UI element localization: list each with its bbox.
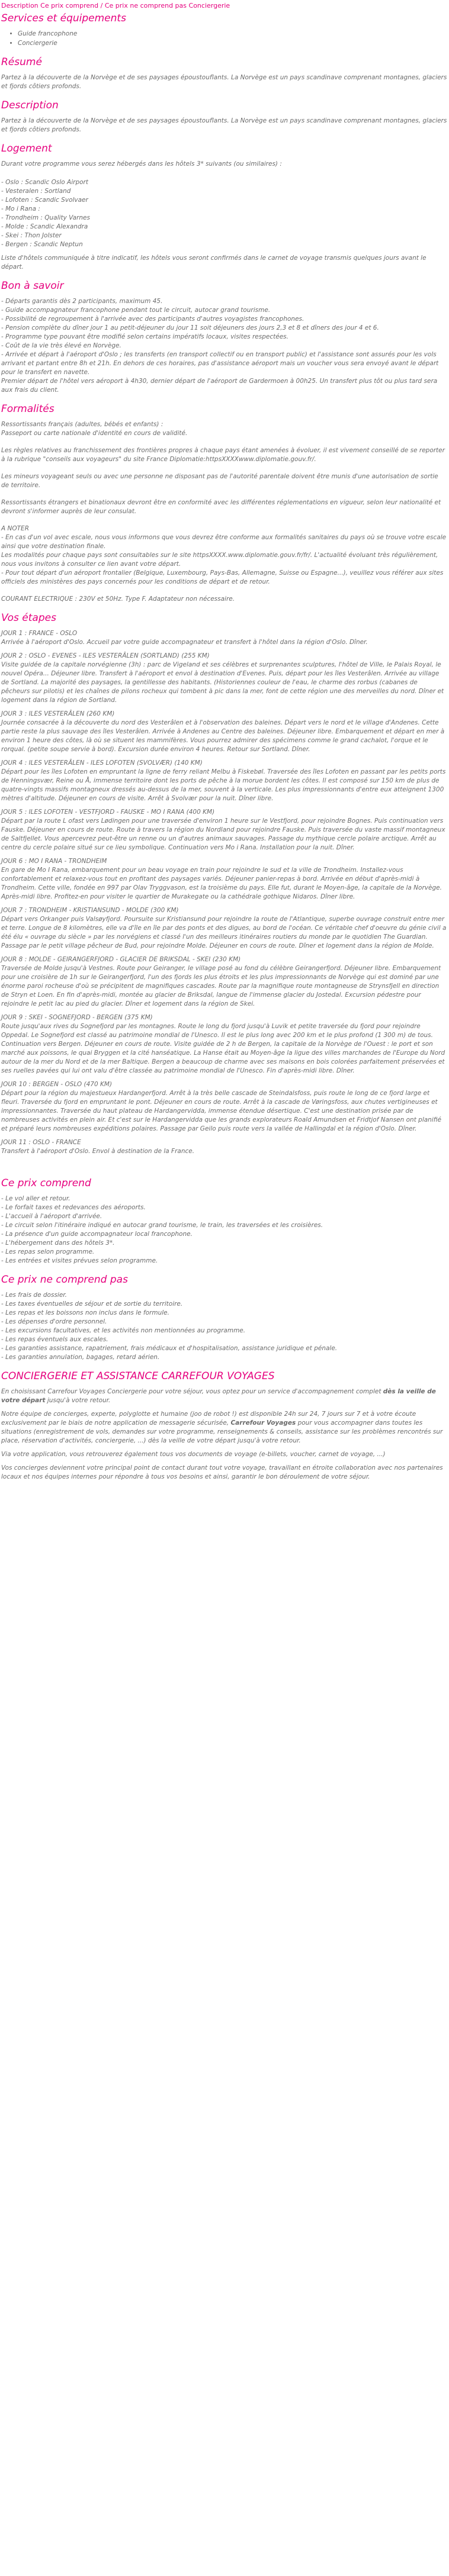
courant-electrique: COURANT ELECTRIQUE : 230V et 50Hz. Type F. Adaptateur non nécessaire. xyxy=(1,595,235,603)
ne-comprend-line: - Les excursions facultatives, et les activités non mentionnées au programme. xyxy=(1,1327,246,1334)
bon-line: Premier départ de l'hôtel vers aéroport à 4h30, dernier départ de l'aéroport de Gardermoen à 00h25. Un transfert plus tôt ou plus tard sera aux frais du client. xyxy=(1,378,440,394)
day-block xyxy=(1,1013,448,1076)
bon-line: - Guide accompagnateur francophone pendant tout le circuit, autocar grand tourisme. xyxy=(1,307,271,314)
formalites-line: Les mineurs voyageant seuls ou avec une personne ne disposant pas de l'autorité parentale doivent être munis d'une autorisation de sortie de territoire. xyxy=(1,473,441,489)
conciergerie-heading: CONCIERGERIE ET ASSISTANCE CARREFOUR VOYAGES xyxy=(1,1370,275,1382)
bon-line: - Coût de la vie très élevé en Norvège. xyxy=(1,342,121,349)
formalites-line: Ressortissants étrangers et binationaux devront être en conformité avec les différentes réglementations en vigueur, selon leur nationalité et devront s'informer auprès de leur consulat. xyxy=(1,499,443,515)
bon-line: - Pension complète du dîner jour 1 au petit-déjeuner du jour 11 soit déjeuners des jours 2,3 et 8 et dîners des jour 4 et 6. xyxy=(1,324,379,331)
day-text: Visite guidée de la capitale norvégienne (3h) : parc de Vigeland et ses célèbres et surprenantes sculptures, l'hôtel de Ville, le Palais Royal, le nouvel Opéra... Déjeuner libre. Transfert à l'aéroport et envol à destination d'Evenes. Puis, départ pour les îles Vesterâlen. Arrivée au village de Sortland. La majorité des paysages, la gentillesse des habitants. (Historiennes couleur de l'eau, le charme des rorbus (cabanes de pêcheurs sur pilotis) et les chaînes de pilons rocheux qui tombent à pic dans la mer, font de cette région une des merveilles du nord. Dîner et logement dans la région de Sortland. xyxy=(1,661,444,704)
day-text: Départ pour la région du majestueux Hardangerfjord. Arrêt à la très belle cascade de Steindalsfoss, puis route le long de ce fjord large et fleuri. Traversée du fjord en empruntant le pont. Déjeuner en cours de route. Arrêt à la cascade de Vøringsfoss, aux chutes vertigineuses et impressionnantes. Traversée du haut plateau de Hardangervidda, immense étendue désertique. C'est une destination prisée par de nombreuses activités en plein air. Et c'est sur le Hardangervidda que les grands explorateurs Roald Amundsen et Fridtjof Nansen ont planifié et préparé leurs nombreuses expéditions polaires. Passage par Geilo puis route vers la vallée de Hallingdal et la région d'Oslo. Dîner. xyxy=(1,1090,441,1132)
conciergerie-text: jusqu'à votre retour. xyxy=(45,1397,111,1404)
services-item: • Conciergerie xyxy=(18,39,448,48)
day-text: Route jusqu'aux rives du Sognefjord par les montagnes. Route le long du fjord jusqu'à Luvik et petite traversée du fjord pour rejoindre Oppedal. Le Sognefjord est classé au patrimoine mondial de l'Unesco. Il est le plus long avec 200 km et le plus profond (1 300 m) de tous. Continuation vers Bergen. Déjeuner en cours de route. Visite guidée de 2 h de Bergen, la capitale de la Norvège de l'Ouest : le port et son marché aux poissons, le quai Bryggen et la cité hanséatique. La Hanse était au Moyen-âge la ligue des villes marchandes de l'Europe du Nord autour de la mer du Nord et de la mer Baltique. Bergen a beaucoup de charme avec ses maisons en bois colorées parfaitement préservées et ses ruelles pavées qui lui ont valu d'être classée au patrimoine mondial de l'Unesco. Fin d'après-midi libre. Dîner. xyxy=(1,1023,445,1074)
day-title: JOUR 8 : MOLDE - GEIRANGERFJORD - GLACIER DE BRIKSDAL - SKEI (230 KM) xyxy=(1,956,241,963)
day-text: Arrivée à l'aéroport d'Oslo. Accueil par votre guide accompagnateur et transfert à l'hôtel dans la région d'Oslo. Dîner. xyxy=(1,639,368,646)
comprend-line: - Le vol aller et retour. xyxy=(1,1195,70,1202)
services-item: • Guide francophone xyxy=(18,30,448,38)
ne-comprend-line: - Les garanties annulation, bagages, retard aérien. xyxy=(1,1354,160,1361)
logement-intro: Durant votre programme vous serez hébergés dans les hôtels 3* suivants (ou similaires) : xyxy=(1,160,282,168)
formalites-heading: Formalités xyxy=(1,403,54,415)
day-text: Journée consacrée à la découverte du nord des Vesterâlen et à l'observation des baleines. Départ vers le nord et le village d'Andenes. Cette partie reste la plus sauvage des îles Vesterâlen. Arrivée à Andenes au Centre des baleines. Déjeuner libre. Embarquement et départ en mer à environ 1 heure des côtes, là où se situent les mammifères. Vous pourrez admirer des spécimens comme le grand cachalot, l'orque et le rorqual. (petite soupe servie à bord). Excursion durée environ 4 heures. Retour sur Sortland. Dîner. xyxy=(1,719,445,753)
day-title: JOUR 4 : ILES VESTERÂLEN - ILES LOFOTEN (SVOLVÆR) (140 KM) xyxy=(1,759,203,767)
day-block xyxy=(1,906,448,951)
formalites-line: Les modalités pour chaque pays sont consultables sur le site httpsXXXX.www.diplomatie.gouv.fr/fr/. L'actualité évoluant très régulièrement, nous vous invitons à consulter ce lien avant votre départ. xyxy=(1,552,440,568)
day-text: Transfert à l'aéroport d'Oslo. Envol à destination de la France. xyxy=(1,1148,195,1155)
resume-heading: Résumé xyxy=(1,56,42,68)
hotel-line: - Trondheim : Quality Varnes xyxy=(1,214,90,221)
day-block xyxy=(1,955,448,1009)
ne-comprend-line: - Les frais de dossier. xyxy=(1,1292,67,1299)
hotel-line: - Bergen : Scandic Neptun xyxy=(1,241,83,248)
formalites-line: Passeport ou carte nationale d'identité en cours de validité. xyxy=(1,430,188,437)
conciergerie-bold: dès la veille de votre départ xyxy=(1,1388,436,1404)
bon-line: - Départs garantis dès 2 participants, maximum 45. xyxy=(1,298,163,305)
services-heading: Services et équipements xyxy=(1,12,126,24)
bon-line: - Possibilité de regroupement à l'arrivée avec des participants d'autres voyagistes francophones. xyxy=(1,315,304,323)
conciergerie-paragraph xyxy=(1,1410,448,1445)
ne-comprend-line: - Les repas éventuels aux escales. xyxy=(1,1336,108,1343)
bon-a-savoir-heading: Bon à savoir xyxy=(1,280,64,292)
hotel-line: - Skei : Thon Jolster xyxy=(1,232,62,239)
hotel-line: - Oslo : Scandic Oslo Airport xyxy=(1,179,88,186)
day-title: JOUR 9 : SKEI - SOGNEFJORD - BERGEN (375 KM) xyxy=(1,1014,153,1021)
bon-line: - Arrivée et départ à l'aéroport d'Oslo ; les transferts (en transport collectif ou en transport public) et l'assistance sont assurés pour les vols arrivant et partant entre 8h et 21h. En dehors de ces horaires, pas d'assistance aéroport mais un voucher vous sera envoyé avant le départ pour le transfert en navette. xyxy=(1,351,441,376)
hotel-line: - Lofoten : Scandic Svolvaer xyxy=(1,197,88,204)
day-block xyxy=(1,629,448,647)
day-text: Départ vers Orkanger puis Valsøyfjord. Poursuite sur Kristiansund pour rejoindre la route de l'Atlantique, superbe ouvrage construit entre mer et terre. Longue de 8 kilomètres, elle va d'île en île par des ponts et des digues, au bord de l'océan. Ce véritable chef d'oeuvre du génie civil a été élu « ouvrage du siècle » par les norvégiens et classé l'un des meilleurs itinéraires routiers du monde par le quotidien The Guardian. Passage par le petit village pêcheur de Bud, pour rejoindre Molde. Déjeuner en cours de route. Dîner et logement dans la région de Molde. xyxy=(1,916,447,949)
logement-note: Liste d'hôtels communiquée à titre indicatif, les hôtels vous seront confirmés dans le carnet de voyage transmis quelques jours avant le départ. xyxy=(1,255,426,271)
ne-comprend-line: - Les repas et les boissons non inclus dans le formule. xyxy=(1,1309,169,1316)
day-block xyxy=(1,652,448,705)
formalites-line: Ressortissants français (adultes, bébés et enfants) : xyxy=(1,421,163,428)
comprend-line: - L'hébergement dans des hôtels 3*. xyxy=(1,1239,115,1247)
day-title: JOUR 1 : FRANCE - OSLO xyxy=(1,630,78,637)
day-block xyxy=(1,808,448,852)
day-text: En gare de Mo I Rana, embarquement pour un beau voyage en train pour rejoindre le sud et la ville de Trondheim. Installez-vous confortablement et relaxez-vous tout en profitant des paysages variés. Déjeuner panier-repas à bord. Arrivée en début d'après-midi à Trondheim. Cette ville, fondée en 997 par Olav Tryggvason, est la troisième du pays. Elle fut, durant le Moyen-âge, la capitale de la Norvège. Après-midi libre. Profitez-en pour visiter le quartier de Murakegate ou la cathédrale gothique Nidaros. Dîner libre. xyxy=(1,867,442,900)
top-line: Description Ce prix comprend / Ce prix ne comprend pas Conciergerie xyxy=(1,2,230,9)
day-text: Départ pour les îles Lofoten en empruntant la ligne de ferry reliant Melbu à Fiskebøl. Traversée des îles Lofoten en passant par les petits ports de Henningsvær, Reine ou Å, immense territoire dont les ports de pêche à la morue bordent les côtes. Il est composé sur 150 km de plus de quatre-vingts massifs montagneux dressés au-dessus de la mer, souvent à la verticale. Les plus impressionnants d'entre eux atteignent 1300 mètres d'altitude. Déjeuner en cours de visite. Arrêt à Svolvær pour la nuit. Dîner libre. xyxy=(1,768,446,802)
resume-text: Partez à la découverte de la Norvège et de ses paysages époustouflants. La Norvège est un pays scandinave comprenant montagnes, glaciers et fjords côtiers profonds. xyxy=(1,74,447,90)
comprend-line: - Le circuit selon l'itinéraire indiqué en autocar grand tourisme, le train, les traversées et les croisières. xyxy=(1,1222,323,1229)
day-title: JOUR 10 : BERGEN - OSLO (470 KM) xyxy=(1,1081,113,1088)
hotel-line: - Mo i Rana : xyxy=(1,205,40,212)
day-block xyxy=(1,1138,448,1156)
day-block xyxy=(1,759,448,803)
day-title: JOUR 6 : MO I RANA - TRONDHEIM xyxy=(1,858,107,865)
day-title: JOUR 11 : OSLO - FRANCE xyxy=(1,1139,81,1146)
day-title: JOUR 2 : OSLO - EVENES - ILES VESTERÂLEN (SORTLAND) (255 KM) xyxy=(1,652,210,659)
comprend-line: - L'accueil à l'aéroport d'arrivée. xyxy=(1,1213,102,1220)
day-text: Départ par la route L ofast vers Lødingen pour une traversée d'environ 1 heure sur le Vestfjord, pour rejoindre Bognes. Puis continuation vers Fauske. Déjeuner en cours de route. Route à travers la région du Nordland pour rejoindre Fauske. Puis traversée du vaste massif montagneux de Saltfjellet. Vous apercevrez peut-être un renne ou un d'autres animaux sauvages. Passage du mythique cercle polaire arctique. Arrêt au centre du cercle polaire situé sur ce lieu symbolique. Continuation vers Mo i Rana. Installation pour la nuit. Dîner. xyxy=(1,817,445,851)
hotel-line: - Vesteralen : Sortland xyxy=(1,188,71,195)
comprend-line: - La présence d'un guide accompagnateur local francophone. xyxy=(1,1231,193,1238)
day-block xyxy=(1,857,448,901)
etapes-heading: Vos étapes xyxy=(1,612,56,624)
formalites-line: - En cas d'un vol avec escale, nous vous informons que vous devrez être conforme aux formalités sanitaires du pays où se trouve votre escale ainsi que votre destination finale. xyxy=(1,534,448,550)
ne-comprend-heading: Ce prix ne comprend pas xyxy=(1,1274,128,1286)
conciergerie-paragraph: Vos concierges deviennent votre principal point de contact durant tout votre voyage, travaillant en étroite collaboration avec nos partenaires locaux et nos équipes internes pour répondre à tous vos besoins et ainsi, garantir le bon déroulement de votre séjour. xyxy=(1,1464,443,1480)
conciergerie-text: pour vous accompagner dans toutes les situations (enregistrement de vols, demandes sur votre programme, renseignements & conseils, assistance sur les problèmes rencontrés sur place, réservation d'activités, conciergerie, ...) dès la veille de votre départ jusqu'à votre retour. xyxy=(1,1419,443,1444)
comprend-heading: Ce prix comprend xyxy=(1,1177,91,1189)
comprend-line: - Les entrées et visites prévues selon programme. xyxy=(1,1257,158,1264)
conciergerie-paragraph xyxy=(1,1387,448,1405)
day-title: JOUR 5 : ILES LOFOTEN - VESTFJORD - FAUSKE - MO I RANA (400 KM) xyxy=(1,809,215,816)
conciergerie-text: En choisissant Carrefour Voyages Conciergerie pour votre séjour, vous optez pour un service d'accompagnement complet xyxy=(1,1388,383,1395)
day-block xyxy=(1,1080,448,1134)
ne-comprend-line: - Les dépenses d'ordre personnel. xyxy=(1,1318,107,1325)
description-text: Partez à la découverte de la Norvège et de ses paysages époustouflants. La Norvège est un pays scandinave comprenant montagnes, glaciers et fjords côtiers profonds. xyxy=(1,117,447,133)
description-heading: Description xyxy=(1,99,59,111)
conciergerie-bold: Carrefour Voyages xyxy=(230,1419,296,1427)
comprend-line: - Le forfait taxes et redevances des aéroports. xyxy=(1,1204,146,1211)
day-block xyxy=(1,710,448,754)
services-list xyxy=(1,30,448,48)
bon-line: - Programme type pouvant être modifié selon certains impératifs locaux, visites respectées. xyxy=(1,333,288,340)
conciergerie-paragraph: Via votre application, vous retrouverez également tous vos documents de voyage (e-billets, voucher, carnet de voyage, ...) xyxy=(1,1451,386,1458)
hotel-line: - Molde : Scandic Alexandra xyxy=(1,223,88,230)
ne-comprend-line: - Les taxes éventuelles de séjour et de sortie du territoire. xyxy=(1,1300,183,1308)
a-noter-title: A NOTER xyxy=(1,525,29,532)
ne-comprend-line: - Les garanties assistance, rapatriement, frais médicaux et d'hospitalisation, assistance juridique et pénale. xyxy=(1,1345,338,1352)
logement-heading: Logement xyxy=(1,143,52,154)
day-text: Traversée de Molde jusqu'à Vestnes. Route pour Geiranger, le village posé au fond du célèbre Geirangerfjord. Déjeuner libre. Embarquement pour une croisière de 1h sur le Geirangerfjord, l'un des fjords les plus étroits et les plus impressionnants de Norvège qui est dominé par une énorme paroi rocheuse d'où se précipitent de magnifiques cascades. Route par la magnifique route montagneuse de Strynsfjell en direction de Stryn et Loen. En fin d'après-midi, montée au glacier de Briksdal, langue de l'immense glacier du Jostedal. Excursion pédestre pour rejoindre le petit lac au pied du glacier. Dîner et logement dans la région de Skei. xyxy=(1,965,441,1007)
conciergerie-text: Notre équipe de concierges, experte, polyglotte et humaine (joo de robot !) est disponible 24h sur 24, 7 jours sur 7 et à votre écoute exclusivement par le biais de notre application de messagerie sécurisée, xyxy=(1,1411,416,1427)
formalites-link-paragraph: Les règles relatives au franchissement des frontières propres à chaque pays étant amenées à évoluer, il est vivement conseillé de se reporter à la rubrique "conseils aux voyageurs" du site France Diplomatie:httpsXXXXwww.diplomatie.gouv.fr/. xyxy=(1,447,447,463)
day-title: JOUR 3 : ILES VESTERÂLEN (260 KM) xyxy=(1,710,115,717)
day-title: JOUR 7 : TRONDHEIM - KRISTIANSUND - MOLDE (300 KM) xyxy=(1,907,179,914)
comprend-line: - Les repas selon programme. xyxy=(1,1248,95,1255)
formalites-line: - Pour tout départ d'un aéroport frontalier (Belgique, Luxembourg, Pays-Bas, Allemagne, Suisse ou Espagne...), veuillez vous référer aux sites officiels des ministères des pays concernés pour les conditions de départ et de retour. xyxy=(1,569,445,585)
